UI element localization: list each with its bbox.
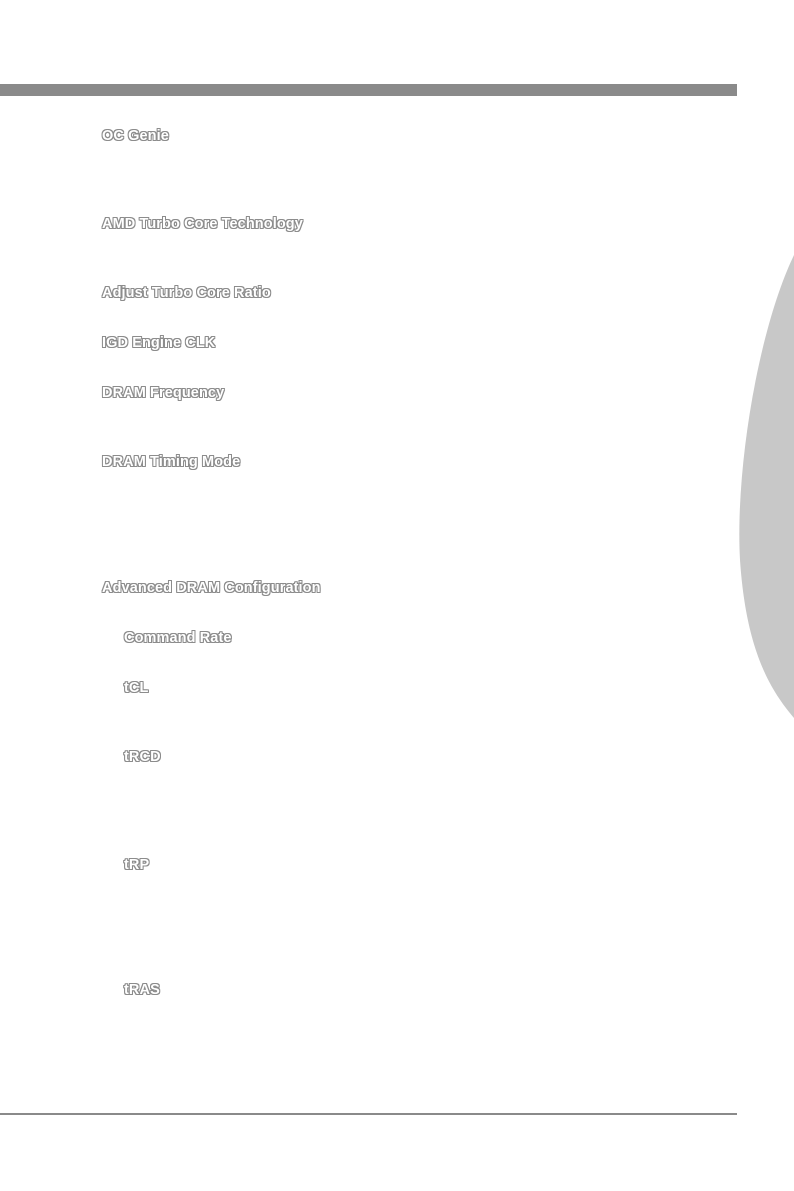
setting-advanced-dram-configuration: Advanced DRAM Configuration [102, 580, 321, 596]
setting-command-rate: Command Rate [124, 630, 232, 646]
setting-adjust-turbo-core-ratio: Adjust Turbo Core Ratio [102, 285, 271, 301]
setting-oc-genie: OC Genie [102, 128, 169, 144]
header-rule [0, 84, 737, 96]
setting-dram-timing-mode: DRAM Timing Mode [102, 454, 241, 470]
setting-trp: tRP [124, 857, 150, 873]
footer-rule [0, 1113, 737, 1115]
setting-amd-turbo-core-technology: AMD Turbo Core Technology [102, 216, 303, 232]
setting-tcl: tCL [124, 680, 149, 696]
setting-tras: tRAS [124, 982, 160, 998]
setting-dram-frequency: DRAM Frequency [102, 385, 225, 401]
setting-trcd: tRCD [124, 749, 161, 765]
side-chapter-tab-shape [739, 255, 794, 718]
setting-igd-engine-clk: IGD Engine CLK [102, 335, 216, 351]
